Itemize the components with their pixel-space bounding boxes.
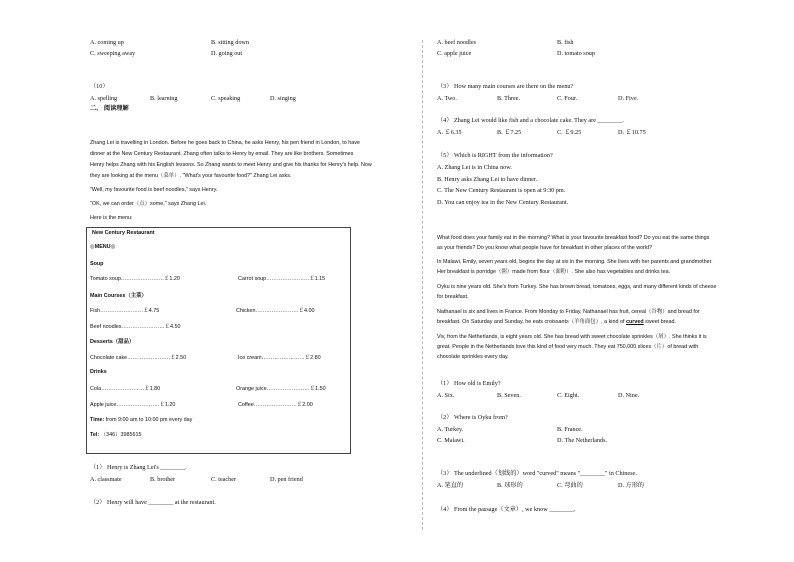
option-a: A. beef noodles (437, 39, 477, 46)
option-b: B. Henry asks Zhang Lei to have dinner. (437, 176, 538, 183)
passage-line: In Malawi, Emily, seven years old, begins the day at six in the morning. She lives with her parents and grandmother. (437, 259, 713, 265)
option-a: A. spelling (90, 95, 118, 102)
option-d: D. tomato soup (557, 50, 595, 57)
menu-item: Beef noodles……………………￡4.50 (90, 324, 181, 330)
passage-line: Zhang Lei is travelling in London. Before he goes back to China, he asks Henry, his pen friend in London, to have (90, 140, 360, 146)
option-d: D. Nine. (618, 392, 640, 399)
menu-tel-label: Tel: (90, 432, 100, 438)
menu-tel-text: （346）3985615 (100, 432, 142, 438)
menu-item: Chicken……………………￡4.00 (236, 308, 315, 314)
menu-item: Ice cream……………………￡2.80 (238, 355, 321, 361)
option-a: A. classmate (90, 476, 122, 483)
menu-section-heading: Drinks (90, 369, 107, 375)
option-c: C. Eight. (557, 392, 580, 399)
menu-title: New Century Restaurant (92, 230, 155, 236)
passage-line: Her breakfast is porridge（粥）made from flour（面粉）. She also has vegetables and drinks tea. (437, 269, 671, 275)
menu-item: Apple juice……………………￡1.20 (90, 402, 176, 408)
option-d: D. going out (211, 50, 243, 57)
passage-line: "OK, we can order（点）some," says Zhang Lei. (90, 201, 207, 207)
question-2: （2） Henry will have ________ at the restaurant. (90, 499, 216, 506)
passage-line: chocolate sprinkles every day. (437, 354, 509, 360)
option-a: A. 笔直的 (437, 482, 464, 489)
menu-item: Cola……………………￡1.80 (90, 386, 161, 392)
option-b: B. Three. (497, 95, 521, 102)
passage-line: they are looking at the menu（菜单）. "What's your favourite food?" Zhang Lei asks. (90, 173, 292, 179)
question-7: （2） Where is Oyku from? (437, 414, 508, 421)
menu-item: Orange juice……………………￡1.50 (236, 386, 326, 392)
menu-time-label: Time: (90, 417, 105, 423)
option-b: B. sitting down (211, 39, 249, 46)
menu-section-heading: Desserts（甜品） (90, 339, 135, 345)
menu-item: Chocolate cake……………………￡2.50 (90, 355, 187, 361)
menu-tel (90, 433, 141, 438)
passage-line: as your friends? Do you know what people have for breakfast in other places of the world? (437, 245, 653, 251)
option-d: D. pen friend (270, 476, 303, 483)
question-4: （4） Zhang Lei would like fish and a chocolate cake. They are ________. (437, 117, 624, 124)
option-d: D. singing (270, 95, 296, 102)
passage-line: Viv, from the Netherlands, is eight years old. She has bread with sweet chocolate sprinkles（屑）. She thinks it is (437, 334, 707, 340)
menu-time (90, 418, 192, 423)
option-c: C. apple juice (437, 50, 472, 57)
option-b: B. fish (557, 39, 574, 46)
option-b: B. learning (150, 95, 178, 102)
section-heading: 二、 阅读理解 (90, 105, 129, 112)
option-b: B. ￡7.25 (497, 129, 522, 136)
question-8: （3） The underlined（划线的）word "curved" means "________" in Chinese. (437, 470, 637, 477)
underlined-word: curved (625, 319, 644, 325)
passage-line: great. People in the Netherlands love this kind of food very much. They eat 750,000 slices（片）of bread with (437, 344, 699, 350)
question-3: （3） How many main courses are there on the menu? (437, 83, 574, 90)
menu-subtitle: ◎MENU◎ (90, 244, 116, 250)
option-d: D. ￡10.75 (618, 129, 646, 136)
option-a: A. coming up (90, 39, 124, 46)
passage-line-post: sweet bread. (643, 319, 677, 325)
question-9: （4） From the passage（文章）, we know ________. (437, 506, 576, 513)
option-c: C. The New Century Restaurant is open at 9:30 pm. (437, 187, 566, 194)
passage-line: Henry helps Zhang with his English lessons. So Zhang wants to meet Henry and give his thanks for Henry's help. Now (90, 162, 372, 168)
menu-time-text: from 9:00 am to 10:00 pm every day (104, 417, 193, 423)
option-c: C. 弯曲的 (557, 482, 583, 489)
option-c: C. ￡9.25 (557, 129, 582, 136)
menu-section-heading: Main Courses（主菜） (90, 293, 147, 299)
question-5: （5） Which is RIGHT from the information? (437, 152, 553, 159)
option-b: B. brother (150, 476, 176, 483)
menu-item: Carrot soup……………………￡1.15 (238, 276, 326, 282)
passage-line (437, 320, 676, 325)
question-number: （10） (90, 83, 109, 90)
passage-line: for breakfast. (437, 294, 469, 300)
option-b: B. France. (557, 426, 583, 433)
question-1: （1） Henry is Zhang Lei's ________. (90, 464, 187, 471)
option-c: C. Four. (557, 95, 578, 102)
passage-line: Nathanael is six and lives in France. From Monday to Friday, Nathanael has fruit, cereal（谷物）and bread for (437, 309, 700, 315)
passage-line: What food does your family eat in the morning? What is your favourite breakfast food? Do you eat the same things (437, 235, 710, 241)
menu-item: Fish……………………￡4.75 (90, 308, 160, 314)
option-a: A. Zhang Lei is in China now. (437, 164, 512, 171)
passage-line: Here is the menu: (90, 215, 133, 221)
question-6: （1） How old is Emily? (437, 380, 501, 387)
passage-line: Oyku is nine years old. She's from Turkey. She has brown bread, tomatoes, eggs, and many different kinds of cheese (437, 284, 717, 290)
option-b: B. 球形的 (497, 482, 523, 489)
option-a: A. ￡6.35 (437, 129, 462, 136)
column-divider (422, 40, 423, 530)
passage-line: "Well, my favourite food is beef noodles," says Henry. (90, 187, 218, 193)
option-a: A. Two. (437, 95, 457, 102)
option-c: C. sweeping away (90, 50, 136, 57)
menu-section-heading: Soup (90, 261, 104, 267)
option-c: C. speaking (211, 95, 241, 102)
passage-line-pre: breakfast. On Saturday and Sunday, he eats croissants（羊角面包）, a kind of (437, 319, 626, 325)
option-d: D. You can enjoy tea in the New Century Restaurant. (437, 199, 569, 206)
option-a: A. Six. (437, 392, 455, 399)
menu-item: Tomato soup……………………￡1.20 (90, 276, 180, 282)
option-d: D. The Netherlands. (557, 437, 608, 444)
passage-line: dinner at the New Century Restaurant. Zhang often talks to Henry by email. They are like brothers. Sometimes (90, 151, 354, 157)
option-c: C. teacher (211, 476, 237, 483)
option-a: A. Turkey. (437, 426, 464, 433)
menu-item: Coffee……………………￡2.00 (238, 402, 313, 408)
option-d: D. 方形的 (618, 482, 645, 489)
option-d: D. Five. (618, 95, 639, 102)
option-b: B. Seven. (497, 392, 521, 399)
option-c: C. Malawi. (437, 437, 465, 444)
